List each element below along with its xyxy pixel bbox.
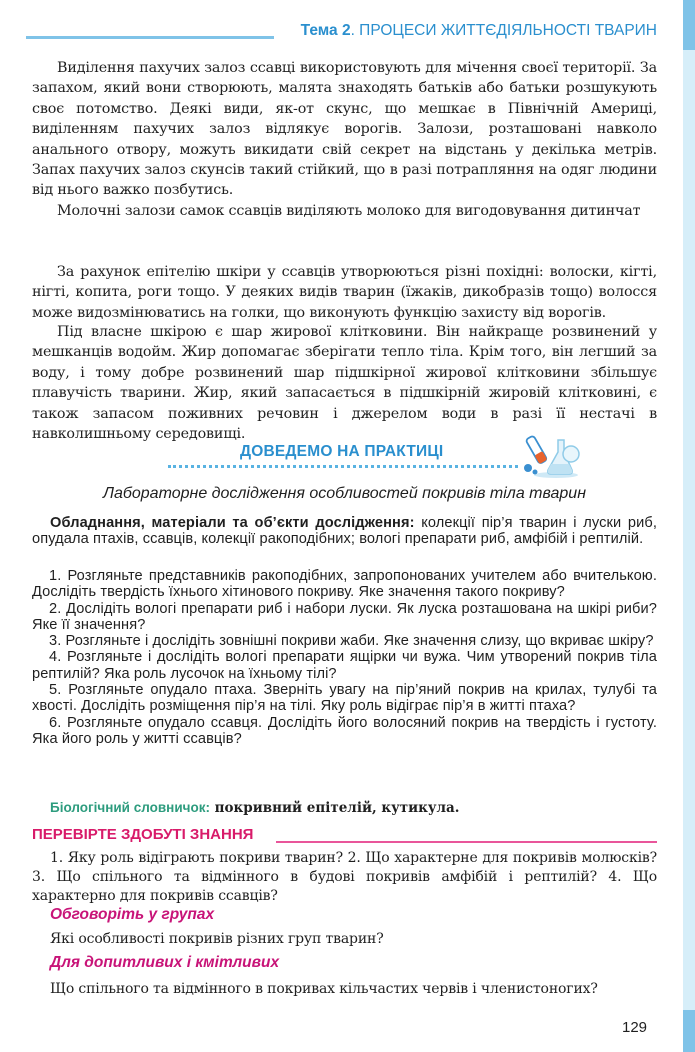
equipment-label: Обладнання, матеріали та об’єкти дослідження: xyxy=(50,515,415,531)
glossary-terms: покривний епітелій, кутикула. xyxy=(209,800,460,816)
lab-step: 6. Розгляньте опудало ссавця. Дослідіть його волосяний покрив на твердість і густоту. Яка його роль у житті ссавців? xyxy=(32,714,657,747)
glossary-label: Біологічний словничок: xyxy=(50,800,210,815)
laboratory-flask-icon xyxy=(520,432,582,478)
lab-steps-list xyxy=(32,568,657,747)
practice-dotted-rule xyxy=(168,465,518,468)
side-bar-top xyxy=(683,0,695,50)
paragraph-skin-derivatives: За рахунок епітелію шкіри у ссавців утворюються різні похідні: волоски, кігті, нігті, копита, роги тощо. У деяких видів тварин (їжаків, дикобразів тощо) волосся може видозмінюватись на голки, що виконують функцію захисту від ворогів. xyxy=(32,264,657,321)
header-rule xyxy=(26,36,274,39)
check-questions: 1. Яку роль відіграють покриви тварин? 2. Що характерне для покривів молюсків? 3. Що спільного та відмінного в будові покривів амфібій і рептилій? 4. Що характерно для покривів ссавців? xyxy=(32,850,657,904)
page-number: 129 xyxy=(622,1019,648,1036)
lab-step: 5. Розгляньте опудало птаха. Зверніть увагу на пір’яний покрив на крилах, тулубі та хвості. Дослідіть розміщення пір’я на тілі. Яку роль відіграє пір’я в житті птаха? xyxy=(32,682,657,715)
side-bar xyxy=(683,50,695,1050)
curious-heading: Для допитливих і кмітливих xyxy=(50,954,280,971)
practice-heading: ДОВЕДЕМО НА ПРАКТИЦІ xyxy=(240,443,444,460)
lab-step: 3. Розгляньте і дослідіть зовнішні покриви жаби. Яке значення слизу, що вкриває шкіру? xyxy=(49,633,654,650)
paragraph-scent-glands: Виділення пахучих залоз ссавці використовують для мічення своєї території. За запахом, який вони створюють, малята знаходять батьків або батьки розшукують своє потомство. Деякі види, як-от скунс, що мешкає в Північній Америці, виділенням пахучих залоз відлякує ворогів. Залози, розташовані навколо анального отвору, можуть викидати свій секрет на відстань у декілька метрів. Запах пахучих залоз скунсів такий стійкий, що в разі потрапляння на одяг людини від нього важко позбутись. xyxy=(32,60,657,199)
equipment-text: колекції пір’я тварин і луски риб, опудала птахів, ссавців, колекції ракоподібних; вологі препарати риб, амфібій і рептилій. xyxy=(32,515,658,548)
topic-label: Тема 2 xyxy=(300,22,351,39)
paragraph-milk-glands: Молочні залози самок ссавців виділяють молоко для вигодовування дитинчат xyxy=(57,203,641,219)
running-header xyxy=(301,22,657,40)
equipment-paragraph xyxy=(32,515,657,548)
glossary xyxy=(50,799,459,817)
lab-step: 1. Розгляньте представників ракоподібних, запропонованих учителем або вчителькою. Дослідіть твердість їхнього хітинового покриву. Яке значення такого покриву? xyxy=(32,568,657,601)
topic-title: . ПРОЦЕСИ ЖИТТЄДІЯЛЬНОСТІ ТВАРИН xyxy=(350,22,657,39)
discuss-heading: Обговоріть у групах xyxy=(50,906,215,923)
paragraph-fat-tissue: Під власне шкірою є шар жирової клітковини. Він найкраще розвинений у мешканців водойм. Жир допомагає зберігати тепло тіла. Крім того, він легший за воду, і тому добре розвинений шар підшкірної жирової клітковини збільшує плавучість тварини. Жир, який запасається в підшкірній жировій клітковині, є також запасом поживних речовин і джерелом води в разі її нестачі в навколишньому середовищі. xyxy=(32,324,657,443)
lab-step: 2. Дослідіть вологі препарати риб і набори луски. Як луска розташована на шкірі риби? Яке її значення? xyxy=(32,600,657,633)
side-bar-bottom xyxy=(683,1010,695,1052)
curious-question: Що спільного та відмінного в покривах кільчастих червів і членистоногих? xyxy=(50,981,598,997)
discuss-question: Які особливості покривів різних груп тварин? xyxy=(50,931,384,947)
lab-step: 4. Розгляньте і дослідіть вологі препарати ящірки чи вужа. Чим утворений покрив тіла рептилій? Яка роль лусочок на їхньому тілі? xyxy=(32,649,657,682)
lab-title: Лабораторне дослідження особливостей покривів тіла тварин xyxy=(103,485,586,502)
check-knowledge-heading: ПЕРЕВІРТЕ ЗДОБУТІ ЗНАННЯ xyxy=(32,826,254,843)
check-heading-rule xyxy=(276,841,657,843)
